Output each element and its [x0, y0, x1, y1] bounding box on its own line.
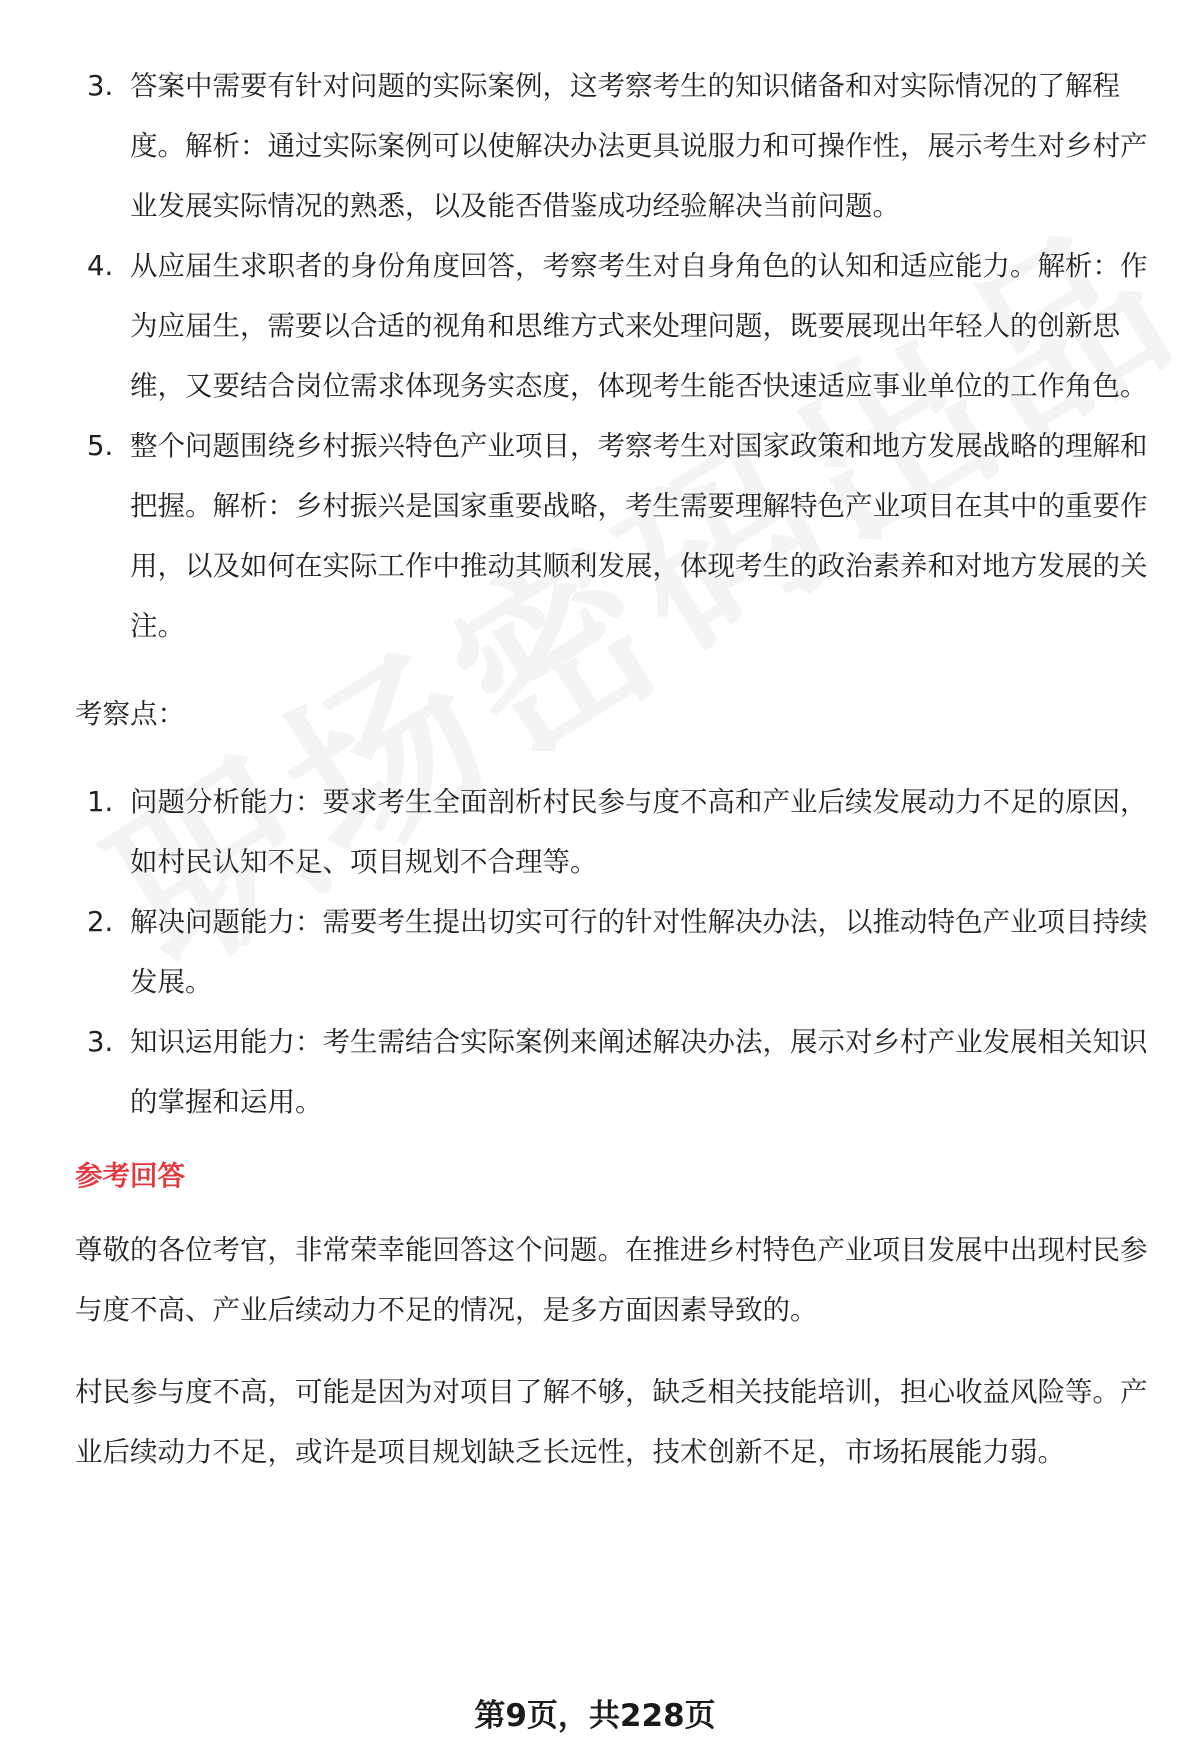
list-number: 2.: [87, 906, 114, 938]
list-item-text: 解决问题能力：需要考生提出切实可行的针对性解决办法，以推动特色产业项目持续发展。: [130, 906, 1148, 998]
page-content: [75, 56, 1161, 1482]
list-number: 3.: [87, 70, 114, 102]
list-item: [75, 772, 1161, 892]
list-item: [75, 416, 1161, 656]
list-item-text: 知识运用能力：考生需结合实际案例来阐述解决办法，展示对乡村产业发展相关知识的掌握和运用。: [130, 1026, 1148, 1118]
list-number: 5.: [87, 430, 114, 462]
list-item-text: 整个问题围绕乡村振兴特色产业项目，考察考生对国家政策和地方发展战略的理解和把握。解析：乡村振兴是国家重要战略，考生需要理解特色产业项目在其中的重要作用，以及如何在实际工作中推动其顺利发展，体现考生的政治素养和对地方发展的关注。: [130, 430, 1148, 642]
list-item-text: 问题分析能力：要求考生全面剖析村民参与度不高和产业后续发展动力不足的原因，如村民认知不足、项目规划不合理等。: [130, 786, 1148, 878]
list-item: [75, 1012, 1161, 1132]
reference-heading: 参考回答: [75, 1160, 185, 1192]
list-number: 1.: [87, 786, 114, 818]
list-item: [75, 892, 1161, 1012]
points-label: 考察点：: [75, 698, 185, 730]
list-item-text: 答案中需要有针对问题的实际案例，这考察考生的知识储备和对实际情况的了解程度。解析：通过实际案例可以使解决办法更具说服力和可操作性，展示考生对乡村产业发展实际情况的熟悉，以及能否借鉴成功经验解决当前问题。: [130, 70, 1148, 222]
list-number: 4.: [87, 250, 114, 282]
reference-paragraph: 村民参与度不高，可能是因为对项目了解不够，缺乏相关技能培训，担心收益风险等。产业后续动力不足，或许是项目规划缺乏长远性，技术创新不足，市场拓展能力弱。: [75, 1376, 1148, 1468]
list-item: [75, 56, 1161, 236]
list-number: 3.: [87, 1026, 114, 1058]
analysis-list: [75, 56, 1161, 656]
list-item-text: 从应届生求职者的身份角度回答，考察考生对自身角色的认知和适应能力。解析：作为应届生，需要以合适的视角和思维方式来处理问题，既要展现出年轻人的创新思维，又要结合岗位需求体现务实态度，体现考生能否快速适应事业单位的工作角色。: [130, 250, 1148, 402]
list-item: [75, 236, 1161, 416]
reference-paragraph: 尊敬的各位考官，非常荣幸能回答这个问题。在推进乡村特色产业项目发展中出现村民参与度不高、产业后续动力不足的情况，是多方面因素导致的。: [75, 1234, 1148, 1326]
page-footer: 第9页，共228页: [474, 1698, 716, 1734]
points-list: [75, 772, 1161, 1132]
